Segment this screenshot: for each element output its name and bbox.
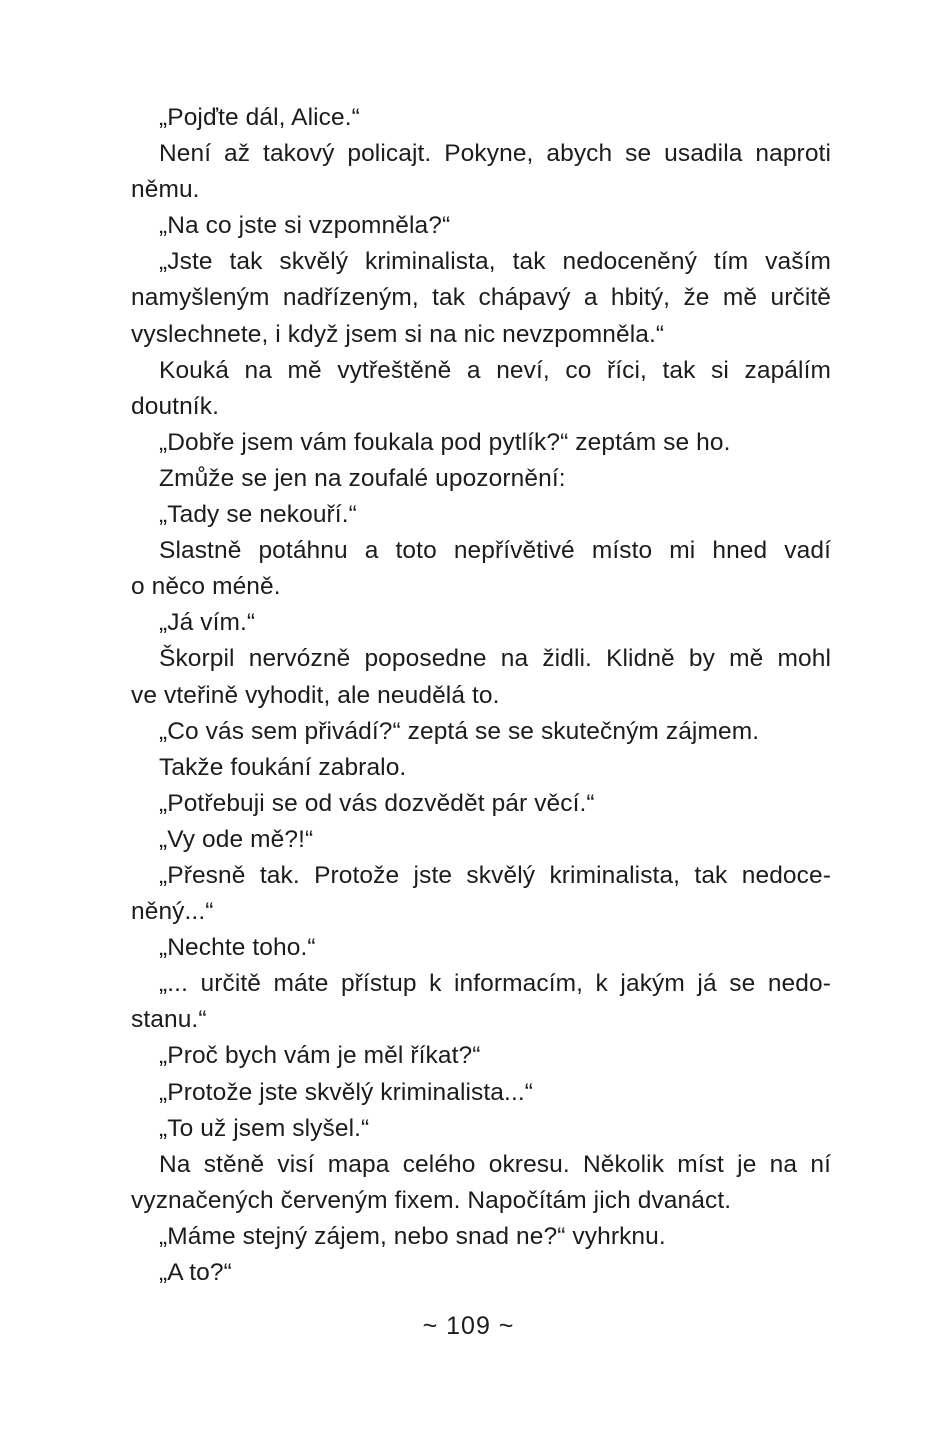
text-line: „Přesně tak. Protože jste skvělý kriminalista, tak nedoce-	[159, 861, 831, 889]
text-line: „Vy ode mě?!“	[159, 825, 314, 853]
text-line: „Na co jste si vzpomněla?“	[159, 212, 451, 240]
text-line: Zmůže se jen na zoufalé upozornění:	[159, 464, 566, 492]
text-line: „Potřebuji se od vás dozvědět pár věcí.“	[159, 789, 595, 817]
text-line: Není až takový policajt. Pokyne, abych se usadila naproti	[159, 140, 831, 168]
text-line: Takže foukání zabralo.	[159, 753, 407, 781]
page-number: ~ 109 ~	[422, 1312, 515, 1340]
text-line: „A to?“	[159, 1259, 232, 1286]
text-line: „Co vás sem přivádí?“ zeptá se se skutečným zájmem.	[159, 717, 760, 745]
text-line: němu.	[131, 176, 200, 204]
text-line: Slastně potáhnu a toto nepřívětivé místo mi hned vadí	[159, 537, 831, 565]
text-line: „Jste tak skvělý kriminalista, tak nedoceněný tím vaším	[159, 248, 831, 276]
body-text	[131, 100, 831, 1291]
text-line: vyslechnete, i když jsem si na nic nevzpomněla.“	[131, 320, 665, 348]
text-line: „Já vím.“	[159, 609, 256, 637]
text-line: vyznačených červeným fixem. Napočítám jich dvanáct.	[131, 1186, 732, 1214]
text-line: o něco méně.	[131, 573, 281, 601]
text-line: „Protože jste skvělý kriminalista...“	[159, 1078, 534, 1106]
text-line: „Pojďte dál, Alice.“	[159, 104, 360, 131]
text-line: Na stěně visí mapa celého okresu. Několik míst je na ní	[159, 1150, 831, 1178]
text-line: doutník.	[131, 392, 219, 420]
text-line: „Tady se nekouří.“	[159, 501, 357, 529]
text-line: stanu.“	[131, 1006, 207, 1034]
text-line: „Nechte toho.“	[159, 934, 316, 962]
text-line: Škorpil nervózně poposedne na židli. Klidně by mě mohl	[159, 645, 831, 673]
text-line: „Dobře jsem vám foukala pod pytlík?“ zeptám se ho.	[159, 428, 731, 456]
text-line: „... určitě máte přístup k informacím, k jakým já se nedo-	[159, 970, 831, 998]
text-line: něný...“	[131, 898, 214, 926]
text-line: namyšleným nadřízeným, tak chápavý a hbitý, že mě určitě	[131, 284, 831, 312]
text-line: „Máme stejný zájem, nebo snad ne?“ vyhrknu.	[159, 1222, 666, 1250]
text-line: „Proč bych vám je měl říkat?“	[159, 1042, 481, 1070]
text-line: Kouká na mě vytřeštěně a neví, co říci, tak si zapálím	[159, 356, 831, 384]
text-line: ve vteřině vyhodit, ale neudělá to.	[131, 681, 500, 709]
text-line: „To už jsem slyšel.“	[159, 1114, 370, 1142]
